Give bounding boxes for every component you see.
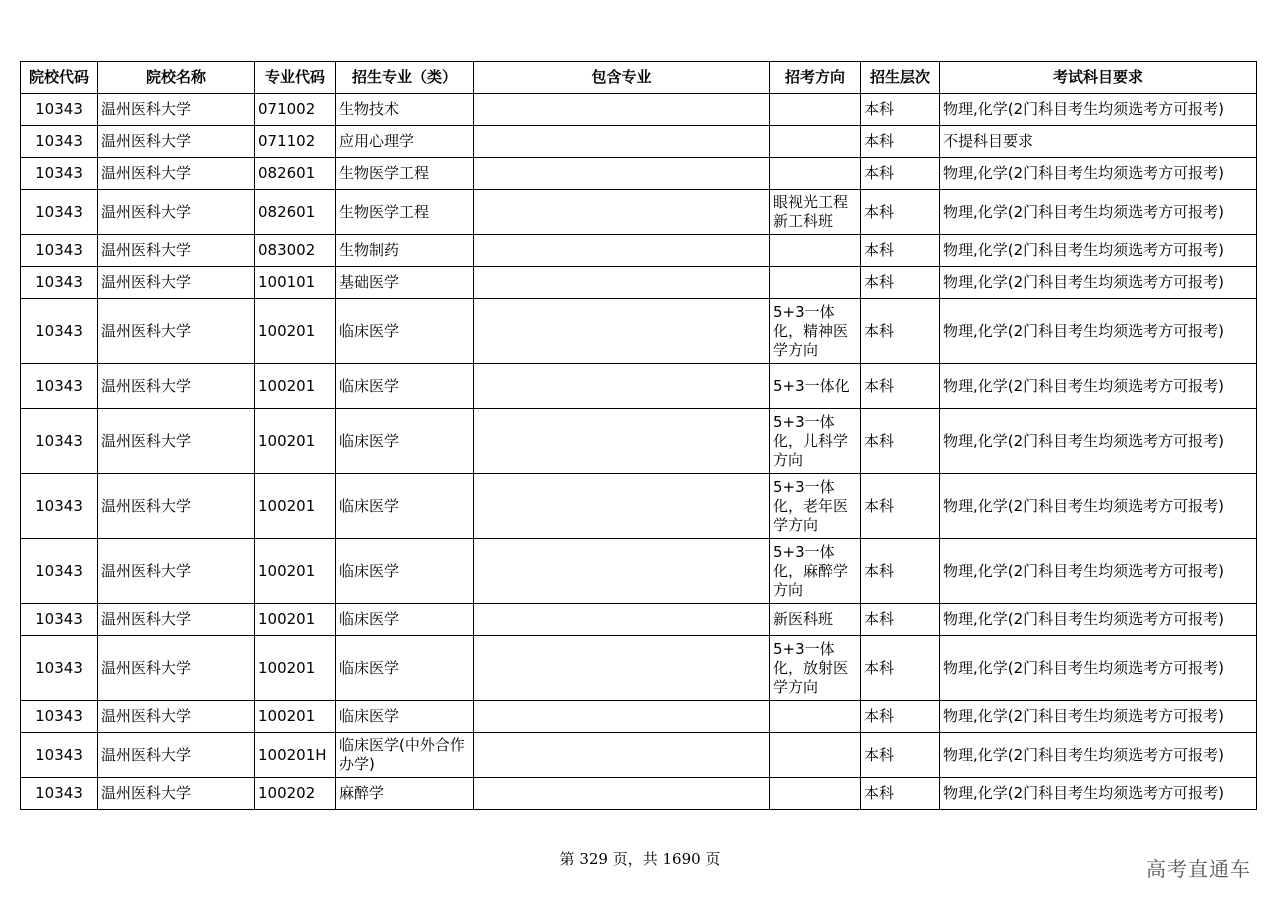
cell-level: 本科 xyxy=(861,267,940,299)
cell-school-code: 10343 xyxy=(21,94,98,126)
cell-level: 本科 xyxy=(861,778,940,810)
cell-school-name: 温州医科大学 xyxy=(98,364,255,409)
table-row xyxy=(21,126,1257,158)
cell-major-code: 100201 xyxy=(255,604,336,636)
cell-included xyxy=(474,364,770,409)
cell-major-code: 100101 xyxy=(255,267,336,299)
cell-school-code: 10343 xyxy=(21,190,98,235)
cell-direction: 5+3一体化，老年医学方向 xyxy=(770,474,861,539)
cell-school-code: 10343 xyxy=(21,474,98,539)
header-school-code: 院校代码 xyxy=(21,62,98,94)
cell-direction: 5+3一体化 xyxy=(770,364,861,409)
header-level: 招生层次 xyxy=(861,62,940,94)
cell-school-code: 10343 xyxy=(21,235,98,267)
cell-school-name: 温州医科大学 xyxy=(98,778,255,810)
cell-major-code: 082601 xyxy=(255,190,336,235)
cell-school-code: 10343 xyxy=(21,701,98,733)
cell-requirement: 物理,化学(2门科目考生均须选考方可报考) xyxy=(940,539,1257,604)
cell-major: 临床医学 xyxy=(336,701,474,733)
table-row xyxy=(21,701,1257,733)
cell-included xyxy=(474,267,770,299)
cell-direction: 5+3一体化，精神医学方向 xyxy=(770,299,861,364)
table-row xyxy=(21,474,1257,539)
cell-level: 本科 xyxy=(861,409,940,474)
cell-major: 生物医学工程 xyxy=(336,190,474,235)
cell-direction: 5+3一体化，放射医学方向 xyxy=(770,636,861,701)
header-row xyxy=(21,62,1257,94)
cell-major-code: 100201 xyxy=(255,636,336,701)
cell-level: 本科 xyxy=(861,733,940,778)
table-row xyxy=(21,94,1257,126)
cell-direction: 新医科班 xyxy=(770,604,861,636)
cell-direction xyxy=(770,267,861,299)
table-row xyxy=(21,604,1257,636)
cell-school-name: 温州医科大学 xyxy=(98,604,255,636)
header-included: 包含专业 xyxy=(474,62,770,94)
cell-included xyxy=(474,474,770,539)
cell-school-name: 温州医科大学 xyxy=(98,267,255,299)
admission-table xyxy=(20,61,1257,810)
cell-major: 临床医学 xyxy=(336,539,474,604)
cell-major-code: 071102 xyxy=(255,126,336,158)
cell-major: 生物技术 xyxy=(336,94,474,126)
cell-school-name: 温州医科大学 xyxy=(98,94,255,126)
cell-school-name: 温州医科大学 xyxy=(98,701,255,733)
cell-level: 本科 xyxy=(861,235,940,267)
cell-school-code: 10343 xyxy=(21,539,98,604)
cell-requirement: 物理,化学(2门科目考生均须选考方可报考) xyxy=(940,604,1257,636)
cell-included xyxy=(474,636,770,701)
table-row xyxy=(21,364,1257,409)
cell-level: 本科 xyxy=(861,604,940,636)
cell-direction xyxy=(770,158,861,190)
cell-school-name: 温州医科大学 xyxy=(98,158,255,190)
cell-major: 临床医学 xyxy=(336,604,474,636)
cell-school-name: 温州医科大学 xyxy=(98,299,255,364)
cell-included xyxy=(474,733,770,778)
cell-major: 生物医学工程 xyxy=(336,158,474,190)
cell-level: 本科 xyxy=(861,474,940,539)
table-row xyxy=(21,235,1257,267)
watermark-text: 高考直通车 xyxy=(1146,857,1251,881)
cell-included xyxy=(474,158,770,190)
cell-direction xyxy=(770,235,861,267)
cell-requirement: 物理,化学(2门科目考生均须选考方可报考) xyxy=(940,94,1257,126)
cell-school-code: 10343 xyxy=(21,158,98,190)
cell-school-code: 10343 xyxy=(21,778,98,810)
table-row xyxy=(21,636,1257,701)
cell-included xyxy=(474,701,770,733)
cell-major-code: 100201 xyxy=(255,409,336,474)
cell-school-name: 温州医科大学 xyxy=(98,190,255,235)
cell-major-code: 100201H xyxy=(255,733,336,778)
cell-major: 临床医学(中外合作办学) xyxy=(336,733,474,778)
cell-major-code: 071002 xyxy=(255,94,336,126)
cell-level: 本科 xyxy=(861,364,940,409)
cell-school-name: 温州医科大学 xyxy=(98,539,255,604)
header-major: 招生专业（类） xyxy=(336,62,474,94)
cell-direction xyxy=(770,701,861,733)
header-major-code: 专业代码 xyxy=(255,62,336,94)
cell-requirement: 物理,化学(2门科目考生均须选考方可报考) xyxy=(940,636,1257,701)
table-row xyxy=(21,409,1257,474)
cell-level: 本科 xyxy=(861,539,940,604)
table-row xyxy=(21,539,1257,604)
cell-included xyxy=(474,190,770,235)
cell-requirement: 物理,化学(2门科目考生均须选考方可报考) xyxy=(940,364,1257,409)
cell-level: 本科 xyxy=(861,158,940,190)
cell-school-code: 10343 xyxy=(21,409,98,474)
cell-school-code: 10343 xyxy=(21,636,98,701)
cell-major-code: 100201 xyxy=(255,539,336,604)
table-row xyxy=(21,299,1257,364)
cell-school-code: 10343 xyxy=(21,364,98,409)
cell-level: 本科 xyxy=(861,701,940,733)
cell-requirement: 物理,化学(2门科目考生均须选考方可报考) xyxy=(940,733,1257,778)
cell-major-code: 100202 xyxy=(255,778,336,810)
cell-included xyxy=(474,604,770,636)
cell-school-name: 温州医科大学 xyxy=(98,474,255,539)
table-row xyxy=(21,733,1257,778)
cell-school-name: 温州医科大学 xyxy=(98,235,255,267)
cell-major: 麻醉学 xyxy=(336,778,474,810)
cell-level: 本科 xyxy=(861,126,940,158)
cell-major-code: 100201 xyxy=(255,299,336,364)
header-requirement: 考试科目要求 xyxy=(940,62,1257,94)
table-row xyxy=(21,158,1257,190)
cell-level: 本科 xyxy=(861,190,940,235)
cell-requirement: 物理,化学(2门科目考生均须选考方可报考) xyxy=(940,267,1257,299)
cell-included xyxy=(474,409,770,474)
cell-school-name: 温州医科大学 xyxy=(98,126,255,158)
cell-requirement: 物理,化学(2门科目考生均须选考方可报考) xyxy=(940,474,1257,539)
cell-major: 临床医学 xyxy=(336,299,474,364)
cell-major-code: 100201 xyxy=(255,701,336,733)
cell-major: 临床医学 xyxy=(336,474,474,539)
cell-requirement: 物理,化学(2门科目考生均须选考方可报考) xyxy=(940,299,1257,364)
header-school-name: 院校名称 xyxy=(98,62,255,94)
cell-requirement: 物理,化学(2门科目考生均须选考方可报考) xyxy=(940,409,1257,474)
cell-major-code: 100201 xyxy=(255,364,336,409)
cell-school-code: 10343 xyxy=(21,604,98,636)
table-row xyxy=(21,778,1257,810)
page-number: 第 329 页，共 1690 页 xyxy=(559,850,721,868)
cell-direction xyxy=(770,778,861,810)
header-direction: 招考方向 xyxy=(770,62,861,94)
cell-major: 临床医学 xyxy=(336,636,474,701)
cell-major-code: 100201 xyxy=(255,474,336,539)
cell-requirement: 物理,化学(2门科目考生均须选考方可报考) xyxy=(940,158,1257,190)
cell-included xyxy=(474,126,770,158)
cell-major: 应用心理学 xyxy=(336,126,474,158)
cell-included xyxy=(474,299,770,364)
cell-school-name: 温州医科大学 xyxy=(98,409,255,474)
cell-direction xyxy=(770,94,861,126)
cell-included xyxy=(474,235,770,267)
cell-level: 本科 xyxy=(861,94,940,126)
cell-direction: 5+3一体化，儿科学方向 xyxy=(770,409,861,474)
cell-school-name: 温州医科大学 xyxy=(98,733,255,778)
cell-school-name: 温州医科大学 xyxy=(98,636,255,701)
cell-direction xyxy=(770,733,861,778)
cell-major-code: 082601 xyxy=(255,158,336,190)
cell-major: 生物制药 xyxy=(336,235,474,267)
cell-direction xyxy=(770,126,861,158)
cell-major: 基础医学 xyxy=(336,267,474,299)
cell-school-code: 10343 xyxy=(21,299,98,364)
cell-level: 本科 xyxy=(861,636,940,701)
cell-major: 临床医学 xyxy=(336,409,474,474)
cell-requirement: 物理,化学(2门科目考生均须选考方可报考) xyxy=(940,190,1257,235)
cell-included xyxy=(474,778,770,810)
cell-direction: 5+3一体化，麻醉学方向 xyxy=(770,539,861,604)
cell-major: 临床医学 xyxy=(336,364,474,409)
cell-included xyxy=(474,539,770,604)
cell-requirement: 物理,化学(2门科目考生均须选考方可报考) xyxy=(940,235,1257,267)
cell-school-code: 10343 xyxy=(21,126,98,158)
cell-direction: 眼视光工程新工科班 xyxy=(770,190,861,235)
cell-requirement: 物理,化学(2门科目考生均须选考方可报考) xyxy=(940,701,1257,733)
cell-included xyxy=(474,94,770,126)
table-row xyxy=(21,190,1257,235)
cell-requirement: 不提科目要求 xyxy=(940,126,1257,158)
cell-major-code: 083002 xyxy=(255,235,336,267)
table-row xyxy=(21,267,1257,299)
cell-requirement: 物理,化学(2门科目考生均须选考方可报考) xyxy=(940,778,1257,810)
cell-level: 本科 xyxy=(861,299,940,364)
cell-school-code: 10343 xyxy=(21,267,98,299)
cell-school-code: 10343 xyxy=(21,733,98,778)
